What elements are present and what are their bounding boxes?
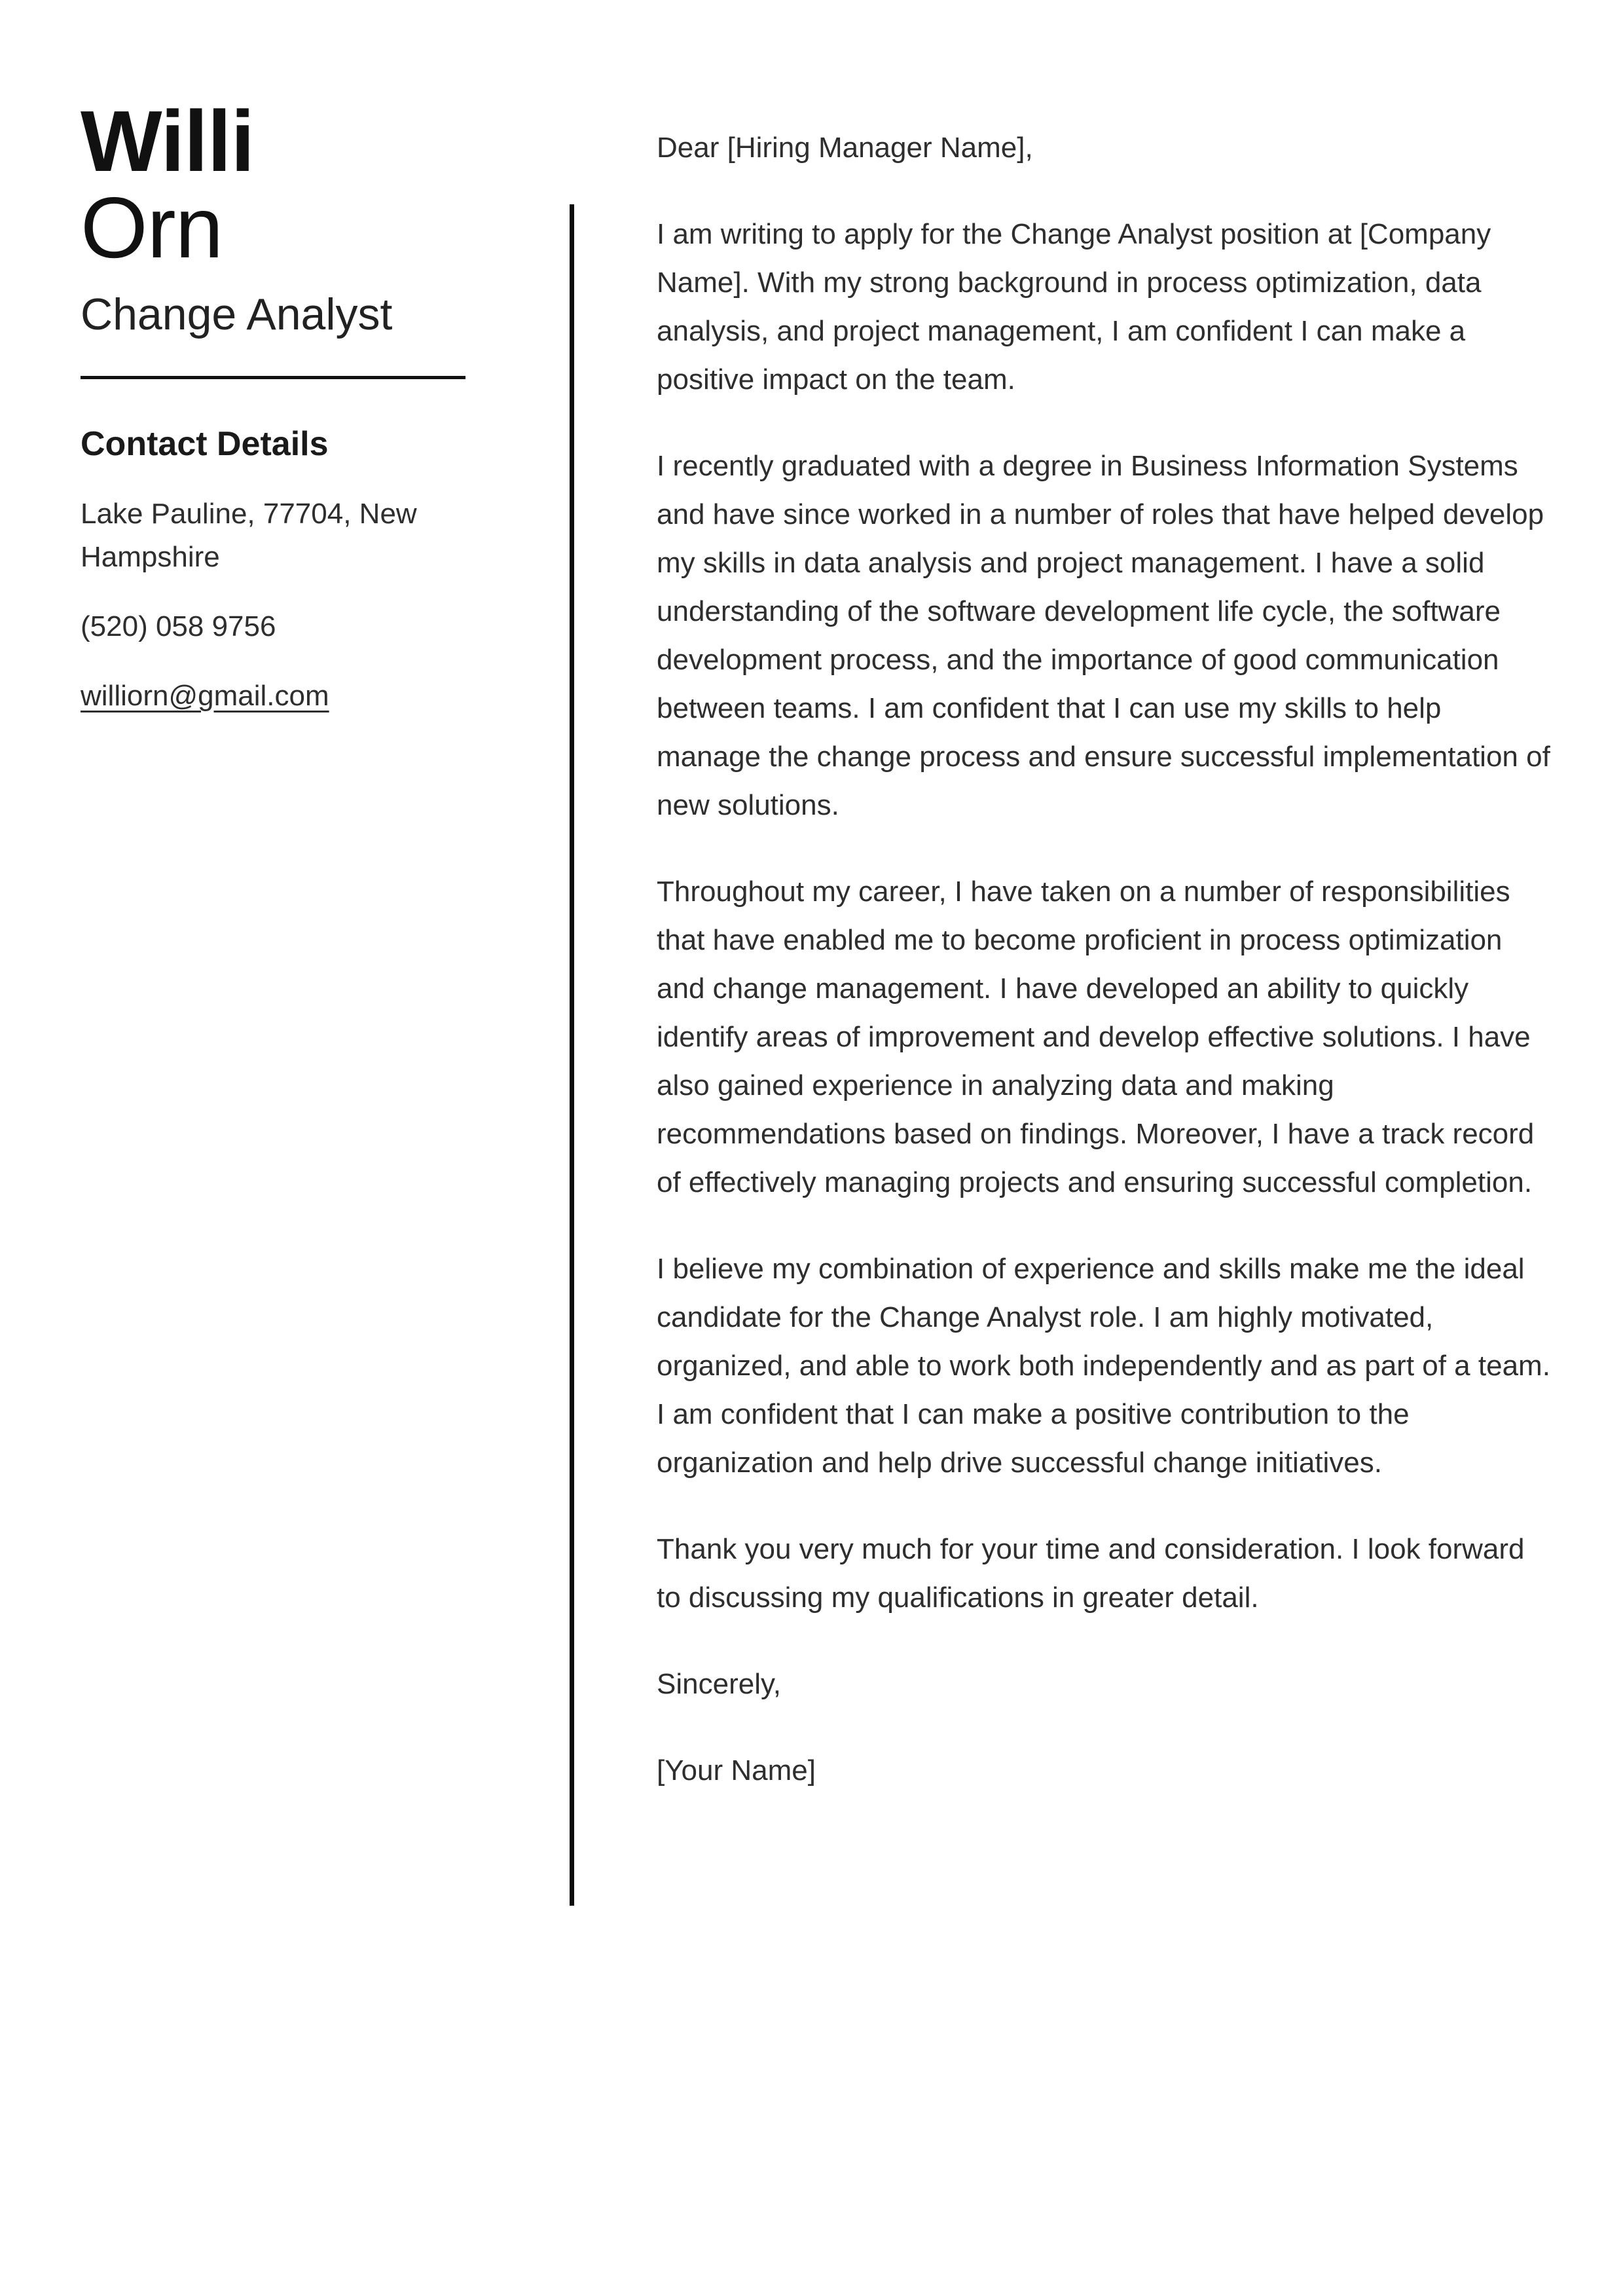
contact-details-heading: Contact Details [81,424,329,463]
letter-signature: [Your Name] [657,1754,816,1787]
contact-email-link[interactable]: williorn@gmail.com [81,680,329,713]
cover-letter-body [657,124,1551,1795]
letter-paragraph: I am writing to apply for the Change Analyst position at [Company Name]. With my strong background in process optimization, data analysis, and project management, I am confident I can make a positive impact on the team. [657,218,1491,396]
letter-paragraph: Throughout my career, I have taken on a number of responsibilities that have enabled me to become proficient in process optimization and change management. I have developed an ability to quickly identify areas of improvement and develop effective solutions. I have also gained experience in analyzing data and making recommendations based on findings. Moreover, I have a track record of effectively managing projects and ensuring successful completion. [657,876,1535,1198]
contact-phone: (520) 058 9756 [81,610,276,643]
candidate-first-name: Willi [81,93,255,189]
candidate-name [81,93,473,276]
sidebar [81,0,473,718]
job-title: Change Analyst [81,289,393,339]
letter-greeting: Dear [Hiring Manager Name], [657,132,1033,164]
vertical-divider [570,204,574,1906]
letter-paragraph: I recently graduated with a degree in Business Information Systems and have since worked in a number of roles that have helped develop my skills in data analysis and project management. I have a solid understanding of the software development life cycle, the software development process, and the importance of good communication between teams. I am confident that I can use my skills to help manage the change process and ensure successful implementation of new solutions. [657,450,1550,821]
letter-paragraph: I believe my combination of experience and skills make me the ideal candidate for the Change Analyst role. I am highly motivated, organized, and able to work both independently and as part of a team. I am confident that I can make a positive contribution to the organization and help drive successful change initiatives. [657,1253,1550,1479]
contact-address: Lake Pauline, 77704, New Hampshire [81,498,417,574]
letter-paragraph: Thank you very much for your time and consideration. I look forward to discussing my qualifications in greater detail. [657,1533,1525,1614]
sidebar-divider-rule [81,376,465,379]
candidate-last-name: Orn [81,179,223,276]
letter-closing: Sincerely, [657,1668,781,1700]
